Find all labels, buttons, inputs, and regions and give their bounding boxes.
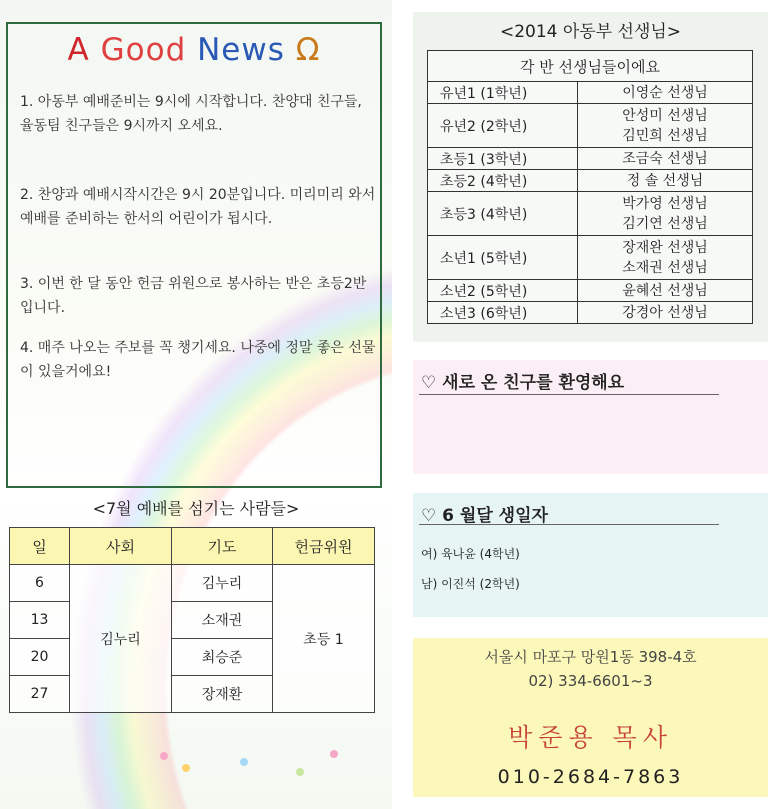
service-date: 6 xyxy=(10,565,70,602)
header-host: 사회 xyxy=(70,528,172,565)
service-offering: 초등 1 xyxy=(273,565,375,713)
good-news-box xyxy=(6,22,382,488)
teachers-title: <2014 아동부 선생님> xyxy=(499,22,682,42)
teacher-names xyxy=(578,148,753,170)
teacher-name: 이영순 선생님 xyxy=(622,84,708,101)
service-date: 27 xyxy=(10,676,70,713)
flower-decoration xyxy=(296,768,304,776)
church-address: 서울시 마포구 망원1동 398-4호 xyxy=(484,648,697,666)
teachers-box xyxy=(413,12,768,342)
teacher-name: 박가영 선생님 xyxy=(622,195,708,212)
table-row xyxy=(428,236,753,280)
birthday-boy: 남) 이진석 (2학년) xyxy=(421,577,520,591)
service-table xyxy=(9,527,375,713)
class-name: 소년3 (6학년) xyxy=(428,302,578,324)
teacher-names xyxy=(578,170,753,192)
flower-decoration xyxy=(160,752,168,760)
title-omega: Ω xyxy=(295,32,321,68)
table-row xyxy=(10,565,375,602)
pastor-mobile: 010-2684-7863 xyxy=(497,766,684,788)
service-prayer: 김누리 xyxy=(172,565,273,602)
teacher-names xyxy=(578,302,753,324)
teacher-names xyxy=(578,236,753,280)
service-title: <7월 예배를 섬기는 사람들> xyxy=(92,499,300,518)
birthday-box xyxy=(413,493,768,617)
table-row xyxy=(428,170,753,192)
service-host: 김누리 xyxy=(70,565,172,713)
teacher-name: 정 솔 선생님 xyxy=(626,172,704,189)
service-date: 13 xyxy=(10,602,70,639)
welcome-divider xyxy=(419,394,719,395)
header-prayer: 기도 xyxy=(172,528,273,565)
class-name: 소년2 (5학년) xyxy=(428,280,578,302)
notice-item: 4. 매주 나오는 주보를 꼭 챙기세요. 나중에 정말 좋은 선물이 있을거에요! xyxy=(20,340,376,380)
class-name: 초등1 (3학년) xyxy=(428,148,578,170)
header-offering: 헌금위원 xyxy=(273,528,375,565)
service-prayer: 장재환 xyxy=(172,676,273,713)
table-row xyxy=(428,302,753,324)
header-date: 일 xyxy=(10,528,70,565)
teacher-name: 소재권 선생님 xyxy=(622,259,708,276)
table-row xyxy=(428,148,753,170)
teachers-body xyxy=(428,82,753,324)
table-row xyxy=(428,82,753,104)
church-phone: 02) 334-6601~3 xyxy=(528,672,653,690)
teacher-name: 장재완 선생님 xyxy=(622,239,708,256)
notice-item: 3. 이번 한 달 동안 헌금 위원으로 봉사하는 반은 초등2반입니다. xyxy=(20,276,367,316)
class-name: 유년1 (1학년) xyxy=(428,82,578,104)
pastor-name: 박준용 목사 xyxy=(508,723,673,752)
service-date: 20 xyxy=(10,639,70,676)
teacher-name: 윤혜선 선생님 xyxy=(622,282,708,299)
flower-decoration xyxy=(330,750,338,758)
teacher-name: 조금숙 선생님 xyxy=(622,150,708,167)
teacher-name: 안성미 선생님 xyxy=(622,107,708,124)
flower-decoration xyxy=(182,764,190,772)
teacher-names xyxy=(578,192,753,236)
good-news-title xyxy=(8,32,380,68)
class-name: 소년1 (5학년) xyxy=(428,236,578,280)
teacher-name: 김민희 선생님 xyxy=(622,127,708,144)
teacher-name: 강경아 선생님 xyxy=(622,304,708,321)
notice-item: 2. 찬양과 예배시작시간은 9시 20분입니다. 미리미리 와서 예배를 준비하는 한서의 어린이가 됩시다. xyxy=(20,187,376,227)
table-row xyxy=(428,280,753,302)
service-header-row xyxy=(10,528,375,565)
notice-item: 1. 아동부 예배준비는 9시에 시작합니다. 찬양대 친구들, 율동팀 친구들은 9시까지 오세요. xyxy=(20,94,362,134)
birthday-girl: 여) 육나윤 (4학년) xyxy=(421,547,520,561)
table-row xyxy=(428,104,753,148)
class-name: 초등2 (4학년) xyxy=(428,170,578,192)
class-name: 유년2 (2학년) xyxy=(428,104,578,148)
birthday-divider xyxy=(419,524,719,525)
title-good: Good xyxy=(100,32,187,68)
class-name: 초등3 (4학년) xyxy=(428,192,578,236)
teacher-names xyxy=(578,104,753,148)
teacher-name: 김기연 선생님 xyxy=(622,215,708,232)
flower-decoration xyxy=(240,758,248,766)
service-prayer: 최승준 xyxy=(172,639,273,676)
teacher-names xyxy=(578,82,753,104)
teachers-subtitle: 각 반 선생님들이에요 xyxy=(428,51,753,82)
welcome-box xyxy=(413,360,768,474)
birthday-title: ♡ 6 월달 생일자 xyxy=(421,506,548,526)
contact-box xyxy=(413,638,768,797)
table-row xyxy=(428,192,753,236)
service-prayer: 소재권 xyxy=(172,602,273,639)
teachers-table xyxy=(427,50,753,324)
welcome-title: ♡ 새로 온 친구를 환영해요 xyxy=(421,373,625,393)
teacher-names xyxy=(578,280,753,302)
title-news: News xyxy=(197,32,285,68)
title-a: A xyxy=(67,32,90,68)
